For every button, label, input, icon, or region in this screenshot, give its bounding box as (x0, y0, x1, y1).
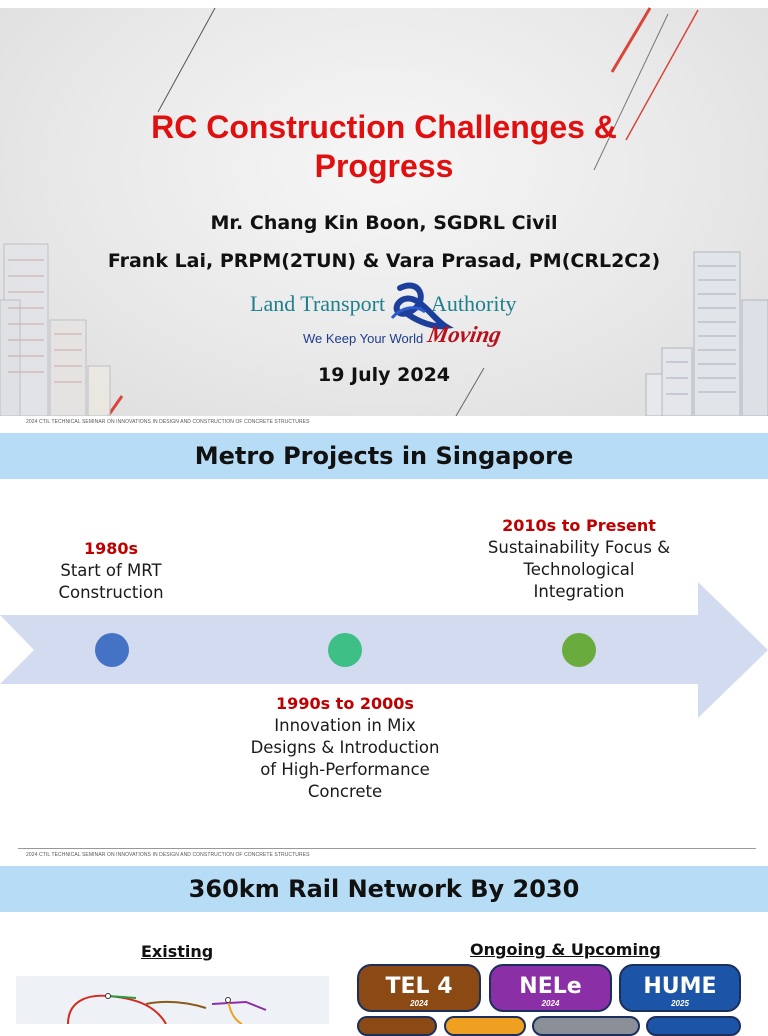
timeline-dot-1980s (95, 633, 129, 667)
presentation-title (0, 108, 768, 186)
title-line-2: Progress (314, 148, 454, 184)
project-year: 2024 (410, 999, 428, 1008)
project-year: 2024 (541, 999, 560, 1008)
era-desc-line: Concrete (307, 782, 383, 801)
era-desc-line: Designs & Introduction (250, 738, 440, 757)
metro-projects-header (0, 433, 768, 479)
era-1990s-2000s (236, 693, 454, 803)
presenter-1: Mr. Chang Kin Boon, SGDRL Civil (210, 212, 558, 234)
era-desc-line: Sustainability Focus & (487, 538, 671, 557)
lta-logo-text-right: Authority (431, 291, 517, 316)
project-year: 2025 (671, 999, 689, 1008)
timeline-dot-1990s (328, 633, 362, 667)
era-desc-line: of High-Performance (260, 760, 430, 779)
era-desc-line: Integration (533, 582, 625, 601)
existing-network-map (16, 976, 329, 1024)
deco-line-red (612, 8, 650, 72)
project-name: TEL 4 (385, 974, 453, 999)
project-pill-partial (646, 1016, 741, 1036)
presentation-date: 19 July 2024 (317, 364, 451, 386)
project-name: HUME (643, 974, 717, 999)
era-desc-line: Construction (58, 583, 164, 602)
lta-moving-script: Moving (425, 322, 504, 347)
project-pill-nele (489, 964, 612, 1012)
era-desc-line: Technological (523, 560, 635, 579)
lta-tagline: We Keep Your World (303, 331, 424, 346)
era-desc-line: Innovation in Mix (274, 716, 416, 735)
era-2010s-present (475, 515, 683, 603)
slide-title: 360km Rail Network By 2030 (188, 875, 580, 903)
lta-logo-text-left: Land Transport (250, 291, 386, 316)
presenter-2: Frank Lai, PRPM(2TUN) & Vara Prasad, PM(CRL2C2) (107, 250, 661, 272)
timeline-dot-2010s (562, 633, 596, 667)
deco-line (158, 8, 215, 112)
ongoing-label: Ongoing & Upcoming (470, 940, 661, 959)
era-period: 1980s (83, 539, 139, 558)
slide-footer: 2024 CTIL TECHNICAL SEMINAR ON INNOVATIONS IN DESIGN AND CONSTRUCTION OF CONCRETE STRUCTURES (26, 419, 310, 425)
slide-title: Metro Projects in Singapore (194, 442, 574, 470)
title-line-1: RC Construction Challenges & (151, 109, 617, 145)
era-period: 1990s to 2000s (276, 694, 414, 713)
slide-footer: 2024 CTIL TECHNICAL SEMINAR ON INNOVATIONS IN DESIGN AND CONSTRUCTION OF CONCRETE STRUCTURES (26, 852, 310, 858)
existing-label: Existing (141, 942, 214, 961)
title-slide (0, 0, 768, 416)
era-desc-line: Start of MRT (60, 561, 162, 580)
era-period: 2010s to Present (502, 516, 656, 535)
project-name: NELe (519, 974, 582, 999)
project-pill-partial (532, 1016, 640, 1036)
project-pill-hume (619, 964, 741, 1012)
rail-map-image (16, 976, 329, 1024)
era-1980s (32, 538, 190, 604)
project-pill-partial (444, 1016, 526, 1036)
project-pill-partial (357, 1016, 437, 1036)
rail-network-header (0, 866, 768, 912)
right-buildings (646, 252, 768, 416)
project-pill-tel4 (357, 964, 481, 1012)
slide-divider (18, 848, 756, 849)
